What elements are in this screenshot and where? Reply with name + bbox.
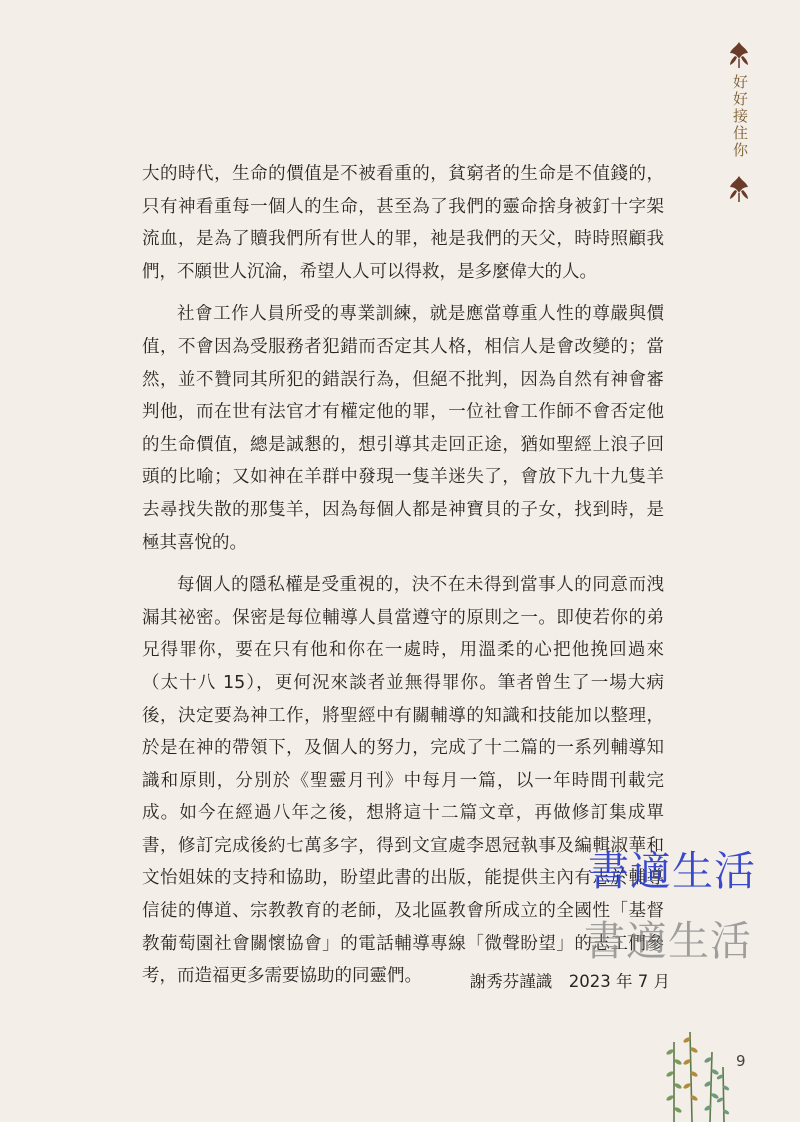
paragraph-2: 社會工作人員所受的專業訓練，就是應當尊重人性的尊嚴與價值，不會因為受服務者犯錯而否定其人格，相信人是會改變的；當然，並不贊同其所犯的錯誤行為，但絕不批判，因為自然有神會審判他，而在世有法官才有權定他的罪，一位社會工作師不會否定他的生命價值，總是誠懇的，想引導其走回正途，猶如聖經上浪子回頭的比喻；又如神在羊群中發現一隻羊迷失了，會放下九十九隻羊去尋找失散的那隻羊，因為每個人都是神寶貝的子女，找到時，是極其喜悅的。 [142, 304, 664, 553]
page-number: 9 [736, 1052, 746, 1070]
watermark-gray: 書適生活 [584, 917, 752, 965]
watermark-blue: 書適生活 [588, 847, 756, 895]
paragraph-1: 大的時代，生命的價值是不被看重的，貧窮者的生命是不值錢的，只有神看重每一個人的生命，甚至為了我們的靈命捨身被釘十字架流血，是為了贖我們所有世人的罪，祂是我們的天父，時時照顧我們，不願世人沉淪，希望人人可以得救，是多麼偉大的人。 [142, 164, 664, 282]
plant-decoration-icon [660, 1022, 740, 1122]
body-text [142, 158, 664, 993]
leaf-ornament-icon [726, 174, 752, 204]
author-signature: 謝秀芬謹識 2023 年 7 月 [469, 972, 670, 991]
paragraph-3: 每個人的隱私權是受重視的，決不在未得到當事人的同意而洩漏其祕密。保密是每位輔導人員當遵守的原則之一。即使若你的弟兄得罪你，要在只有他和你在一處時，用溫柔的心把他挽回過來（太十八 15），更何況來談者並無得罪你。筆者曾生了一場大病後，決定要為神工作，將聖經中有關輔導的知識和技能加以整理，於是在神的帶領下，及個人的努力，完成了十二篇的一系列輔導知識和原則，分別於《聖靈月刊》中每月一篇，以一年時間刊載完成。如今在經過八年之後，想將這十二篇文章，再做修訂集成單書，修訂完成後約七萬多字，得到文宣處李恩冠執事及編輯淑華和文怡姐妹的支持和協助，盼望此書的出版，能提供主內有志於輔導信徒的傳道、宗教教育的老師，及北區教會所成立的全國性「基督教葡萄園社會關懷協會」的電話輔導專線「微聲盼望」的志工們參考，而造福更多需要協助的同靈們。 [142, 575, 664, 987]
leaf-ornament-icon [726, 40, 752, 70]
chapter-side-label [726, 40, 754, 210]
chapter-side-text: 好好接住你 [731, 74, 749, 159]
